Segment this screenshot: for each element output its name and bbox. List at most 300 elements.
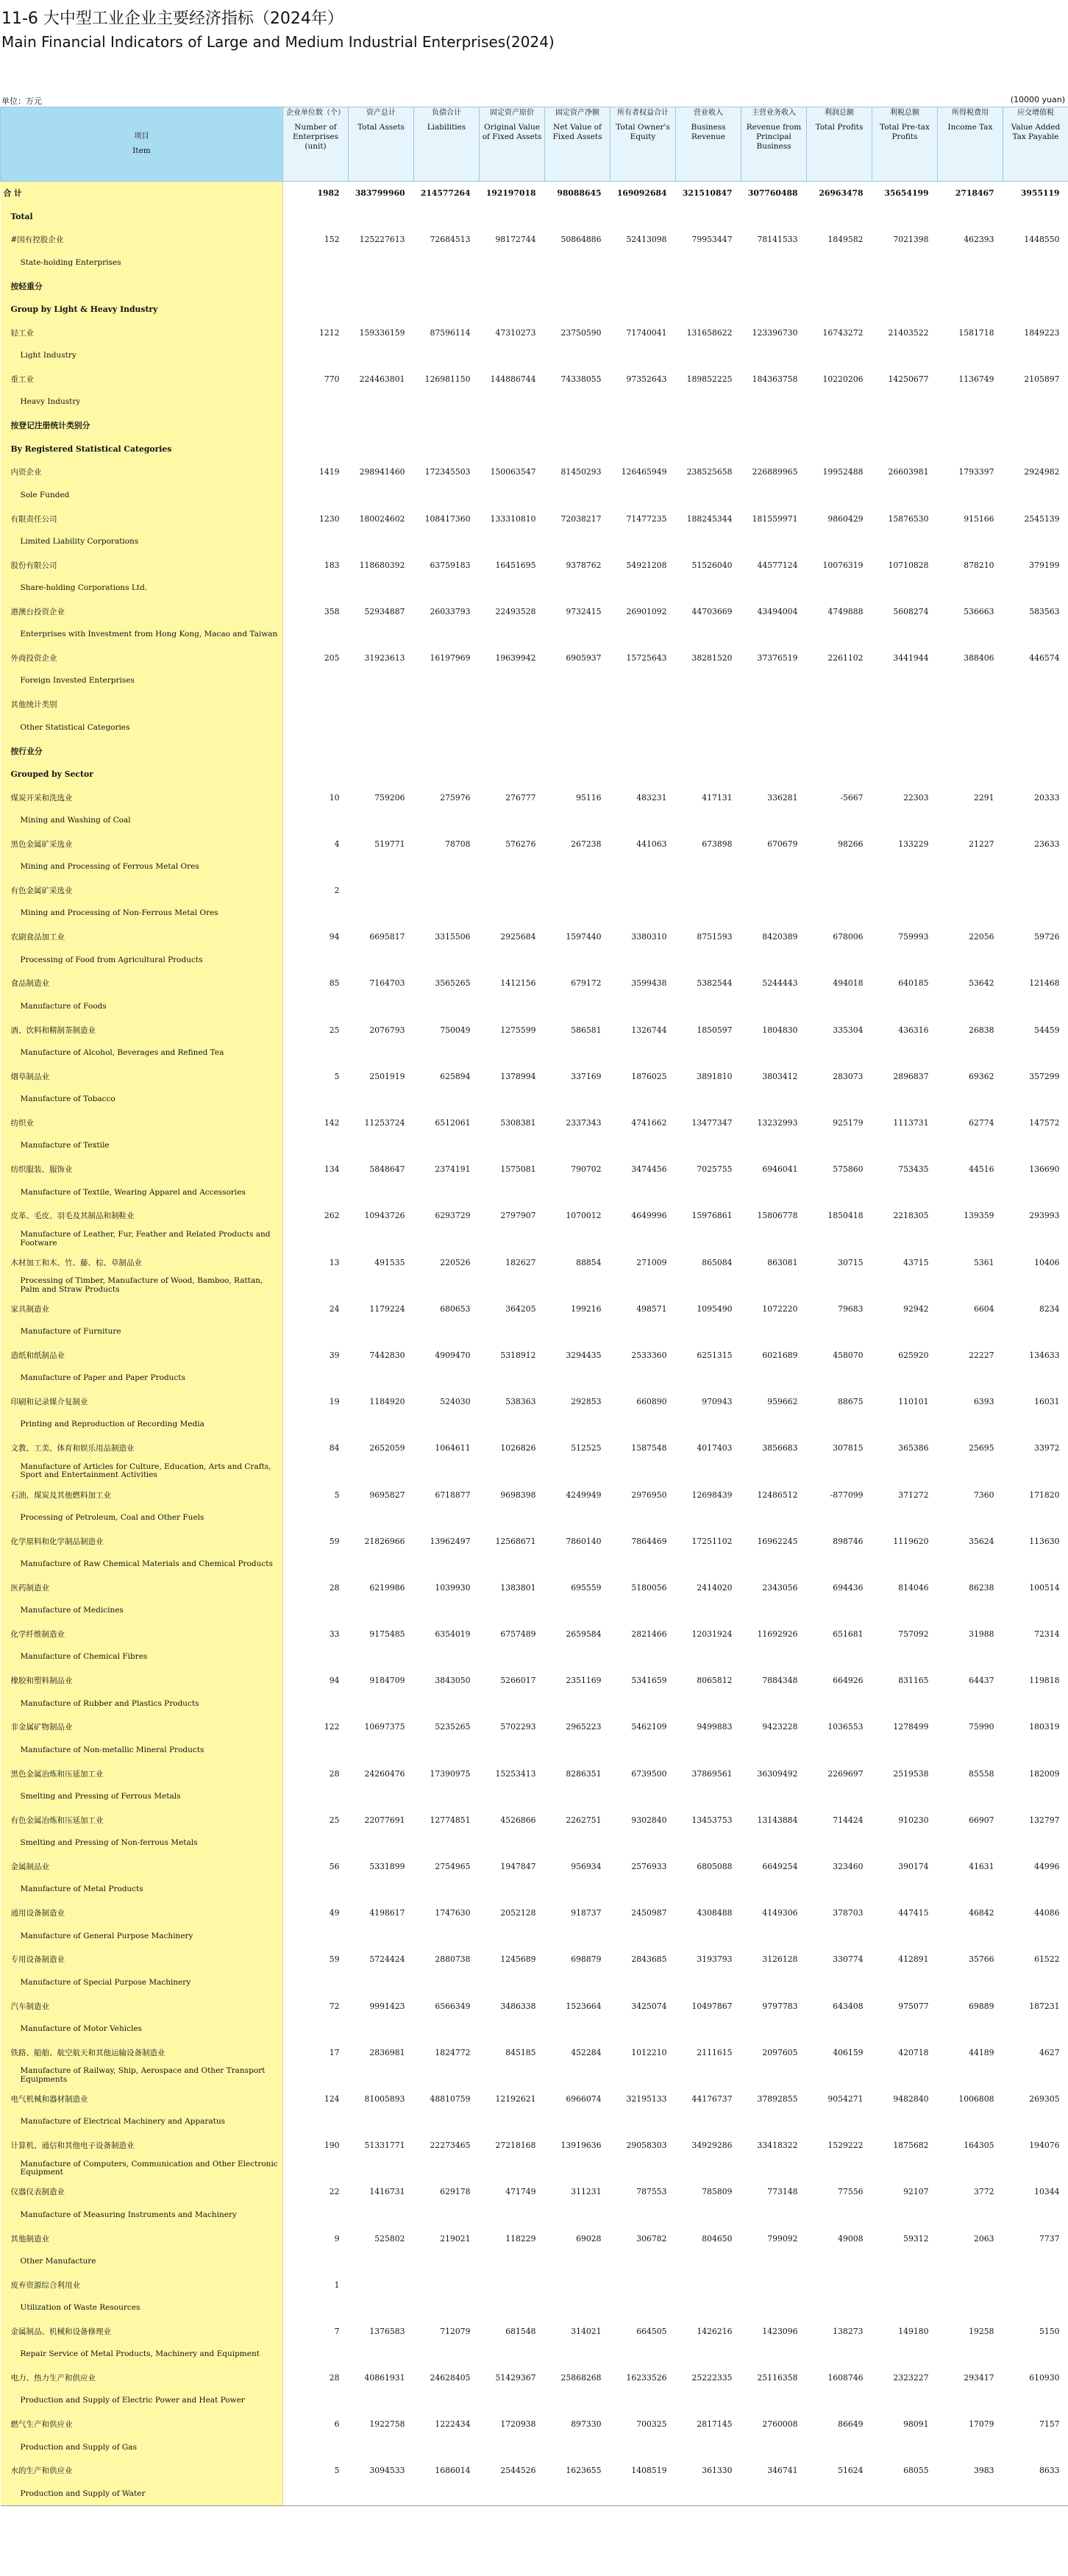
row-label: [1, 1645, 283, 1669]
table-cell: 5382544: [697, 978, 733, 989]
table-row: [1, 182, 1068, 205]
table-cell: [283, 252, 349, 275]
table-cell: 125227613: [359, 235, 405, 245]
table-cell: 75990: [969, 1722, 994, 1732]
table-cell: [480, 2436, 545, 2460]
table-cell: 292853: [571, 1397, 602, 1407]
row-label-text: Manufacture of Textile: [20, 1141, 110, 1150]
table-cell: [283, 623, 349, 647]
table-cell: [349, 1645, 414, 1669]
table-cell: [480, 1460, 545, 1484]
table-cell: 897330: [571, 2419, 602, 2430]
row-label: [1, 2204, 283, 2227]
table-cell: [545, 716, 610, 740]
table-cell: 81450293: [560, 467, 602, 477]
table-cell: [938, 2296, 1003, 2320]
column-header-cn: 利润总额: [825, 109, 854, 117]
table-cell: 226889965: [752, 467, 798, 477]
table-cell: [414, 298, 480, 321]
table-cell: 94: [329, 932, 340, 942]
table-cell: [676, 716, 741, 740]
row-label: [1, 298, 283, 321]
table-cell: [872, 902, 938, 925]
table-cell: 19: [329, 1397, 340, 1407]
table-cell: [545, 530, 610, 554]
table-cell: 13453753: [691, 1815, 733, 1825]
row-label: [1, 1483, 283, 1506]
table-cell: [349, 995, 414, 1019]
table-row: [1, 2227, 1068, 2250]
table-cell: [480, 298, 545, 321]
table-cell: [741, 809, 807, 833]
table-cell: [872, 2157, 938, 2180]
table-header-row: [1, 107, 1068, 182]
table-cell: 9860429: [827, 513, 864, 524]
table-cell: [807, 809, 872, 833]
table-cell: [872, 414, 938, 438]
table-cell: 491535: [374, 1257, 405, 1267]
table-row: [1, 507, 1068, 530]
table-cell: 4627: [1039, 2047, 1060, 2057]
table-row: [1, 1971, 1068, 1995]
table-row: [1, 1437, 1068, 1460]
table-cell: [1003, 344, 1068, 368]
row-label-text: 橡胶和塑料制品业: [10, 1676, 73, 1686]
table-cell: [545, 252, 610, 275]
table-cell: [480, 2483, 545, 2506]
table-cell: [480, 693, 545, 716]
table-cell: 679172: [571, 978, 602, 989]
row-label-text: 按登记注册统计类别分: [10, 421, 90, 431]
table-cell: [676, 1181, 741, 1205]
table-cell: 78708: [445, 839, 471, 849]
table-cell: [545, 739, 610, 763]
table-cell: 10406: [1034, 1257, 1060, 1267]
table-cell: [480, 438, 545, 461]
table-cell: 1378994: [500, 1071, 536, 1081]
table-cell: 184363758: [752, 374, 798, 385]
table-cell: [545, 902, 610, 925]
row-label: [1, 1948, 283, 1971]
table-cell: [676, 438, 741, 461]
table-cell: [676, 1367, 741, 1390]
table-cell: 1012210: [631, 2047, 667, 2057]
table-cell: [349, 2018, 414, 2041]
table-cell: [545, 949, 610, 972]
table-cell: [676, 1925, 741, 1949]
table-cell: 321510847: [682, 188, 733, 199]
table-cell: [349, 2343, 414, 2366]
table-cell: 44703669: [691, 606, 733, 616]
table-cell: [938, 2273, 1003, 2296]
table-cell: 21403522: [888, 327, 929, 338]
row-label-text: Printing and Reproduction of Recording Media: [20, 1420, 204, 1429]
row-label: [1, 879, 283, 903]
row-label-text: 轻工业: [10, 328, 34, 338]
table-cell: [1003, 1739, 1068, 1762]
row-label: [1, 2088, 283, 2111]
table-cell: [807, 414, 872, 438]
table-row: [1, 1576, 1068, 1600]
table-cell: 51526040: [691, 560, 733, 570]
row-label: [1, 647, 283, 670]
table-cell: [1003, 949, 1068, 972]
table-cell: [610, 1181, 676, 1205]
table-cell: 134633: [1029, 1350, 1060, 1360]
column-header-en: Value Added Tax Payable: [1011, 122, 1061, 141]
row-label: [1, 182, 283, 205]
table-cell: 35654199: [884, 188, 929, 199]
row-label-text: Other Manufacture: [20, 2256, 96, 2266]
table-cell: [676, 252, 741, 275]
column-header: [938, 107, 1003, 182]
row-label-text: Production and Supply of Water: [20, 2488, 146, 2498]
table-cell: [807, 739, 872, 763]
table-cell: [480, 879, 545, 903]
table-cell: [414, 669, 480, 693]
table-cell: 3474456: [631, 1164, 667, 1175]
table-cell: 536663: [964, 606, 994, 616]
table-row: [1, 855, 1068, 879]
table-cell: [741, 391, 807, 414]
table-cell: [349, 1553, 414, 1576]
table-cell: [938, 1506, 1003, 1530]
table-cell: 9797783: [762, 2001, 798, 2011]
table-cell: [807, 623, 872, 647]
table-cell: [414, 274, 480, 298]
table-cell: 9175485: [369, 1629, 405, 1640]
table-cell: 790702: [571, 1164, 602, 1175]
table-cell: [807, 1228, 872, 1251]
table-cell: 100514: [1029, 1582, 1060, 1593]
table-cell: [480, 1925, 545, 1949]
table-cell: 28: [329, 1582, 340, 1593]
table-cell: 6393: [974, 1397, 994, 1407]
table-cell: [283, 414, 349, 438]
table-cell: 17390975: [430, 1768, 471, 1779]
table-cell: [610, 274, 676, 298]
table-row: [1, 1134, 1068, 1158]
table-cell: [349, 2273, 414, 2296]
table-cell: [807, 1693, 872, 1716]
table-cell: [349, 1925, 414, 1949]
column-header-cn: 应交增值税: [1017, 109, 1054, 117]
row-label: [1, 2134, 283, 2157]
column-header: [872, 107, 938, 182]
row-label-text: 化学原料和化学制品制造业: [10, 1537, 104, 1546]
row-label-text: Other Statistical Categories: [20, 722, 130, 732]
table-cell: 357299: [1029, 1071, 1060, 1081]
table-cell: [610, 2110, 676, 2134]
table-cell: 5318912: [500, 1350, 536, 1360]
table-row: [1, 391, 1068, 414]
table-cell: [349, 2483, 414, 2506]
table-cell: 25: [329, 1025, 340, 1035]
row-label-text: By Registered Statistical Categories: [10, 444, 172, 454]
table-cell: 41631: [969, 1862, 994, 1872]
table-cell: [283, 274, 349, 298]
table-cell: 750049: [440, 1025, 471, 1035]
table-cell: [480, 995, 545, 1019]
table-cell: 2797907: [500, 1211, 536, 1221]
column-header: [676, 107, 741, 182]
column-header-cn: 固定资产原价: [490, 109, 534, 117]
table-cell: [676, 1693, 741, 1716]
table-cell: 651681: [833, 1629, 864, 1640]
table-cell: [349, 693, 414, 716]
row-label: [1, 438, 283, 461]
table-cell: [545, 1088, 610, 1111]
table-cell: [349, 2110, 414, 2134]
table-cell: 10220206: [822, 374, 864, 385]
table-cell: [938, 391, 1003, 414]
table-cell: 6021689: [762, 1350, 798, 1360]
table-cell: [414, 344, 480, 368]
table-cell: 30715: [838, 1257, 864, 1267]
table-cell: [676, 205, 741, 229]
table-cell: 4149306: [762, 1908, 798, 1918]
table-cell: [872, 995, 938, 1019]
table-row: [1, 1390, 1068, 1414]
table-cell: [872, 879, 938, 903]
table-cell: 50864886: [560, 235, 602, 245]
row-label-text: Manufacture of Railway, Ship, Aerospace and Other Transport Equipments: [20, 2066, 266, 2084]
table-cell: [349, 2436, 414, 2460]
table-cell: 275976: [440, 792, 471, 803]
table-cell: [610, 716, 676, 740]
table-cell: [1003, 2436, 1068, 2460]
table-cell: 94: [329, 1676, 340, 1686]
table-cell: 38281520: [691, 653, 733, 663]
table-cell: 144886744: [490, 374, 536, 385]
table-cell: [414, 1739, 480, 1762]
table-cell: [610, 438, 676, 461]
table-cell: 1006808: [958, 2093, 994, 2104]
table-cell: [349, 577, 414, 600]
table-cell: 171820: [1029, 1490, 1060, 1500]
row-label-text: Grouped by Sector: [10, 769, 93, 780]
table-cell: 6251315: [697, 1350, 733, 1360]
table-cell: [283, 1599, 349, 1623]
table-cell: [545, 879, 610, 903]
table-cell: 5: [334, 1071, 340, 1081]
table-cell: [545, 2296, 610, 2320]
table-cell: [283, 1878, 349, 1901]
table-cell: [807, 2389, 872, 2413]
table-cell: [872, 1460, 938, 1484]
table-cell: [872, 669, 938, 693]
table-cell: [741, 1460, 807, 1484]
table-cell: [938, 1925, 1003, 1949]
table-cell: 2269697: [827, 1768, 864, 1779]
table-cell: [480, 1367, 545, 1390]
row-label-text: 专用设备制造业: [10, 1955, 65, 1965]
row-label-text: Enterprises with Investment from Hong Kong, Macao and Taiwan: [20, 630, 278, 639]
table-cell: [676, 739, 741, 763]
table-cell: 5244443: [762, 978, 798, 989]
table-cell: [283, 1228, 349, 1251]
table-row: [1, 2483, 1068, 2506]
table-cell: 4649996: [631, 1211, 667, 1221]
table-cell: [349, 344, 414, 368]
table-cell: 25: [329, 1815, 340, 1825]
column-header-en: Number of Enterprises (unit): [293, 122, 338, 151]
table-cell: [1003, 2064, 1068, 2088]
table-cell: 6219986: [369, 1582, 405, 1593]
table-cell: 1850418: [827, 1211, 864, 1221]
table-cell: 673898: [702, 839, 733, 849]
table-cell: 131658622: [686, 327, 733, 338]
table-cell: [414, 2389, 480, 2413]
column-header-en: Original Value of Fixed Assets: [482, 122, 542, 141]
table-cell: [872, 1134, 938, 1158]
table-row: [1, 554, 1068, 577]
row-label: [1, 716, 283, 740]
table-cell: [283, 2343, 349, 2366]
table-cell: [872, 484, 938, 508]
table-cell: [610, 693, 676, 716]
table-cell: [480, 1134, 545, 1158]
table-cell: [414, 1645, 480, 1669]
table-row: [1, 1901, 1068, 1925]
row-label-text: Mining and Processing of Ferrous Metal Ores: [20, 862, 199, 872]
table-cell: 28: [329, 1768, 340, 1779]
table-cell: [741, 1693, 807, 1716]
table-cell: 3891810: [697, 1071, 733, 1081]
table-cell: 12192621: [495, 2093, 536, 2104]
table-cell: 660890: [636, 1397, 667, 1407]
table-cell: [480, 2389, 545, 2413]
table-row: [1, 252, 1068, 275]
table-cell: 72: [329, 2001, 340, 2011]
table-cell: [676, 1506, 741, 1530]
table-cell: [807, 1088, 872, 1111]
table-cell: [349, 763, 414, 786]
table-cell: 192197018: [485, 188, 536, 199]
column-header-en: Total Owner's Equity: [616, 122, 670, 141]
table-cell: 586581: [571, 1025, 602, 1035]
table-cell: 9732415: [566, 606, 602, 616]
table-cell: 863081: [767, 1257, 798, 1267]
table-cell: 220526: [440, 1257, 471, 1267]
table-cell: [872, 763, 938, 786]
table-cell: [480, 2250, 545, 2274]
table-row: [1, 1948, 1068, 1971]
row-label: [1, 1553, 283, 1576]
row-label-text: 合 计: [3, 188, 22, 199]
table-cell: 180024602: [359, 513, 405, 524]
table-cell: 2718467: [955, 188, 994, 199]
table-cell: 1597440: [566, 932, 602, 942]
table-cell: [610, 2436, 676, 2460]
row-label: [1, 507, 283, 530]
table-cell: 4741662: [631, 1118, 667, 1128]
table-cell: 2261102: [827, 653, 864, 663]
table-cell: 31923613: [364, 653, 405, 663]
table-cell: [741, 1320, 807, 1344]
table-cell: 680653: [440, 1303, 471, 1314]
row-label: [1, 391, 283, 414]
table-cell: [414, 1971, 480, 1995]
table-cell: [610, 2250, 676, 2274]
table-cell: 814046: [898, 1582, 929, 1593]
table-cell: [872, 1971, 938, 1995]
table-cell: [1003, 763, 1068, 786]
table-cell: [872, 739, 938, 763]
row-label-text: Production and Supply of Electric Power and Heat Power: [20, 2396, 245, 2405]
table-cell: 169092684: [616, 188, 667, 199]
table-cell: 23633: [1034, 839, 1060, 849]
row-label-text: Manufacture of Rubber and Plastics Products: [20, 1698, 199, 1708]
table-cell: 10710828: [888, 560, 929, 570]
row-label-text: 煤炭开采和洗选业: [10, 793, 73, 803]
table-cell: [545, 1925, 610, 1949]
table-cell: [480, 1693, 545, 1716]
row-label: [1, 1739, 283, 1762]
table-cell: 4749888: [827, 606, 864, 616]
table-cell: [283, 2018, 349, 2041]
table-cell: 52413098: [626, 235, 667, 245]
row-label: [1, 530, 283, 554]
table-cell: 24: [329, 1303, 340, 1314]
table-cell: [283, 995, 349, 1019]
table-cell: 2817145: [697, 2419, 733, 2430]
table-cell: 23750590: [560, 327, 602, 338]
table-cell: [807, 1553, 872, 1576]
table-cell: 44176737: [691, 2093, 733, 2104]
table-cell: [938, 949, 1003, 972]
table-cell: [480, 809, 545, 833]
table-cell: [1003, 1878, 1068, 1901]
table-cell: 29058303: [626, 2141, 667, 2151]
table-cell: [938, 438, 1003, 461]
row-label-text: Manufacture of Non-metallic Mineral Products: [20, 1745, 204, 1754]
row-label: [1, 2041, 283, 2065]
table-cell: 46842: [969, 1908, 994, 1918]
table-cell: 6293729: [435, 1211, 471, 1221]
table-cell: [741, 1971, 807, 1995]
table-cell: 68055: [903, 2466, 929, 2476]
table-cell: 2924982: [1024, 467, 1060, 477]
table-row: [1, 1623, 1068, 1646]
table-cell: [414, 2483, 480, 2506]
table-cell: 88675: [838, 1397, 864, 1407]
column-header: [610, 107, 676, 182]
table-cell: 2501919: [369, 1071, 405, 1081]
row-label-text: Limited Liability Corporations: [20, 536, 139, 546]
table-cell: [676, 2204, 741, 2227]
table-cell: 845185: [505, 2047, 536, 2057]
row-label-text: Light Industry: [20, 351, 76, 360]
table-cell: [610, 2483, 676, 2506]
table-cell: [349, 1460, 414, 1484]
table-cell: 664505: [636, 2326, 667, 2336]
table-cell: 2450987: [631, 1908, 667, 1918]
table-cell: [414, 1460, 480, 1484]
table-cell: 1278499: [893, 1722, 929, 1732]
table-cell: 5331899: [369, 1862, 405, 1872]
table-row: [1, 1506, 1068, 1530]
table-cell: 1184920: [369, 1397, 405, 1407]
row-label-text: 通用设备制造业: [10, 1909, 65, 1918]
table-row: [1, 1298, 1068, 1321]
table-cell: 898746: [833, 1536, 864, 1546]
table-cell: [872, 2110, 938, 2134]
table-cell: [414, 2110, 480, 2134]
table-cell: [610, 739, 676, 763]
table-cell: [676, 1785, 741, 1809]
table-cell: 785809: [702, 2187, 733, 2197]
